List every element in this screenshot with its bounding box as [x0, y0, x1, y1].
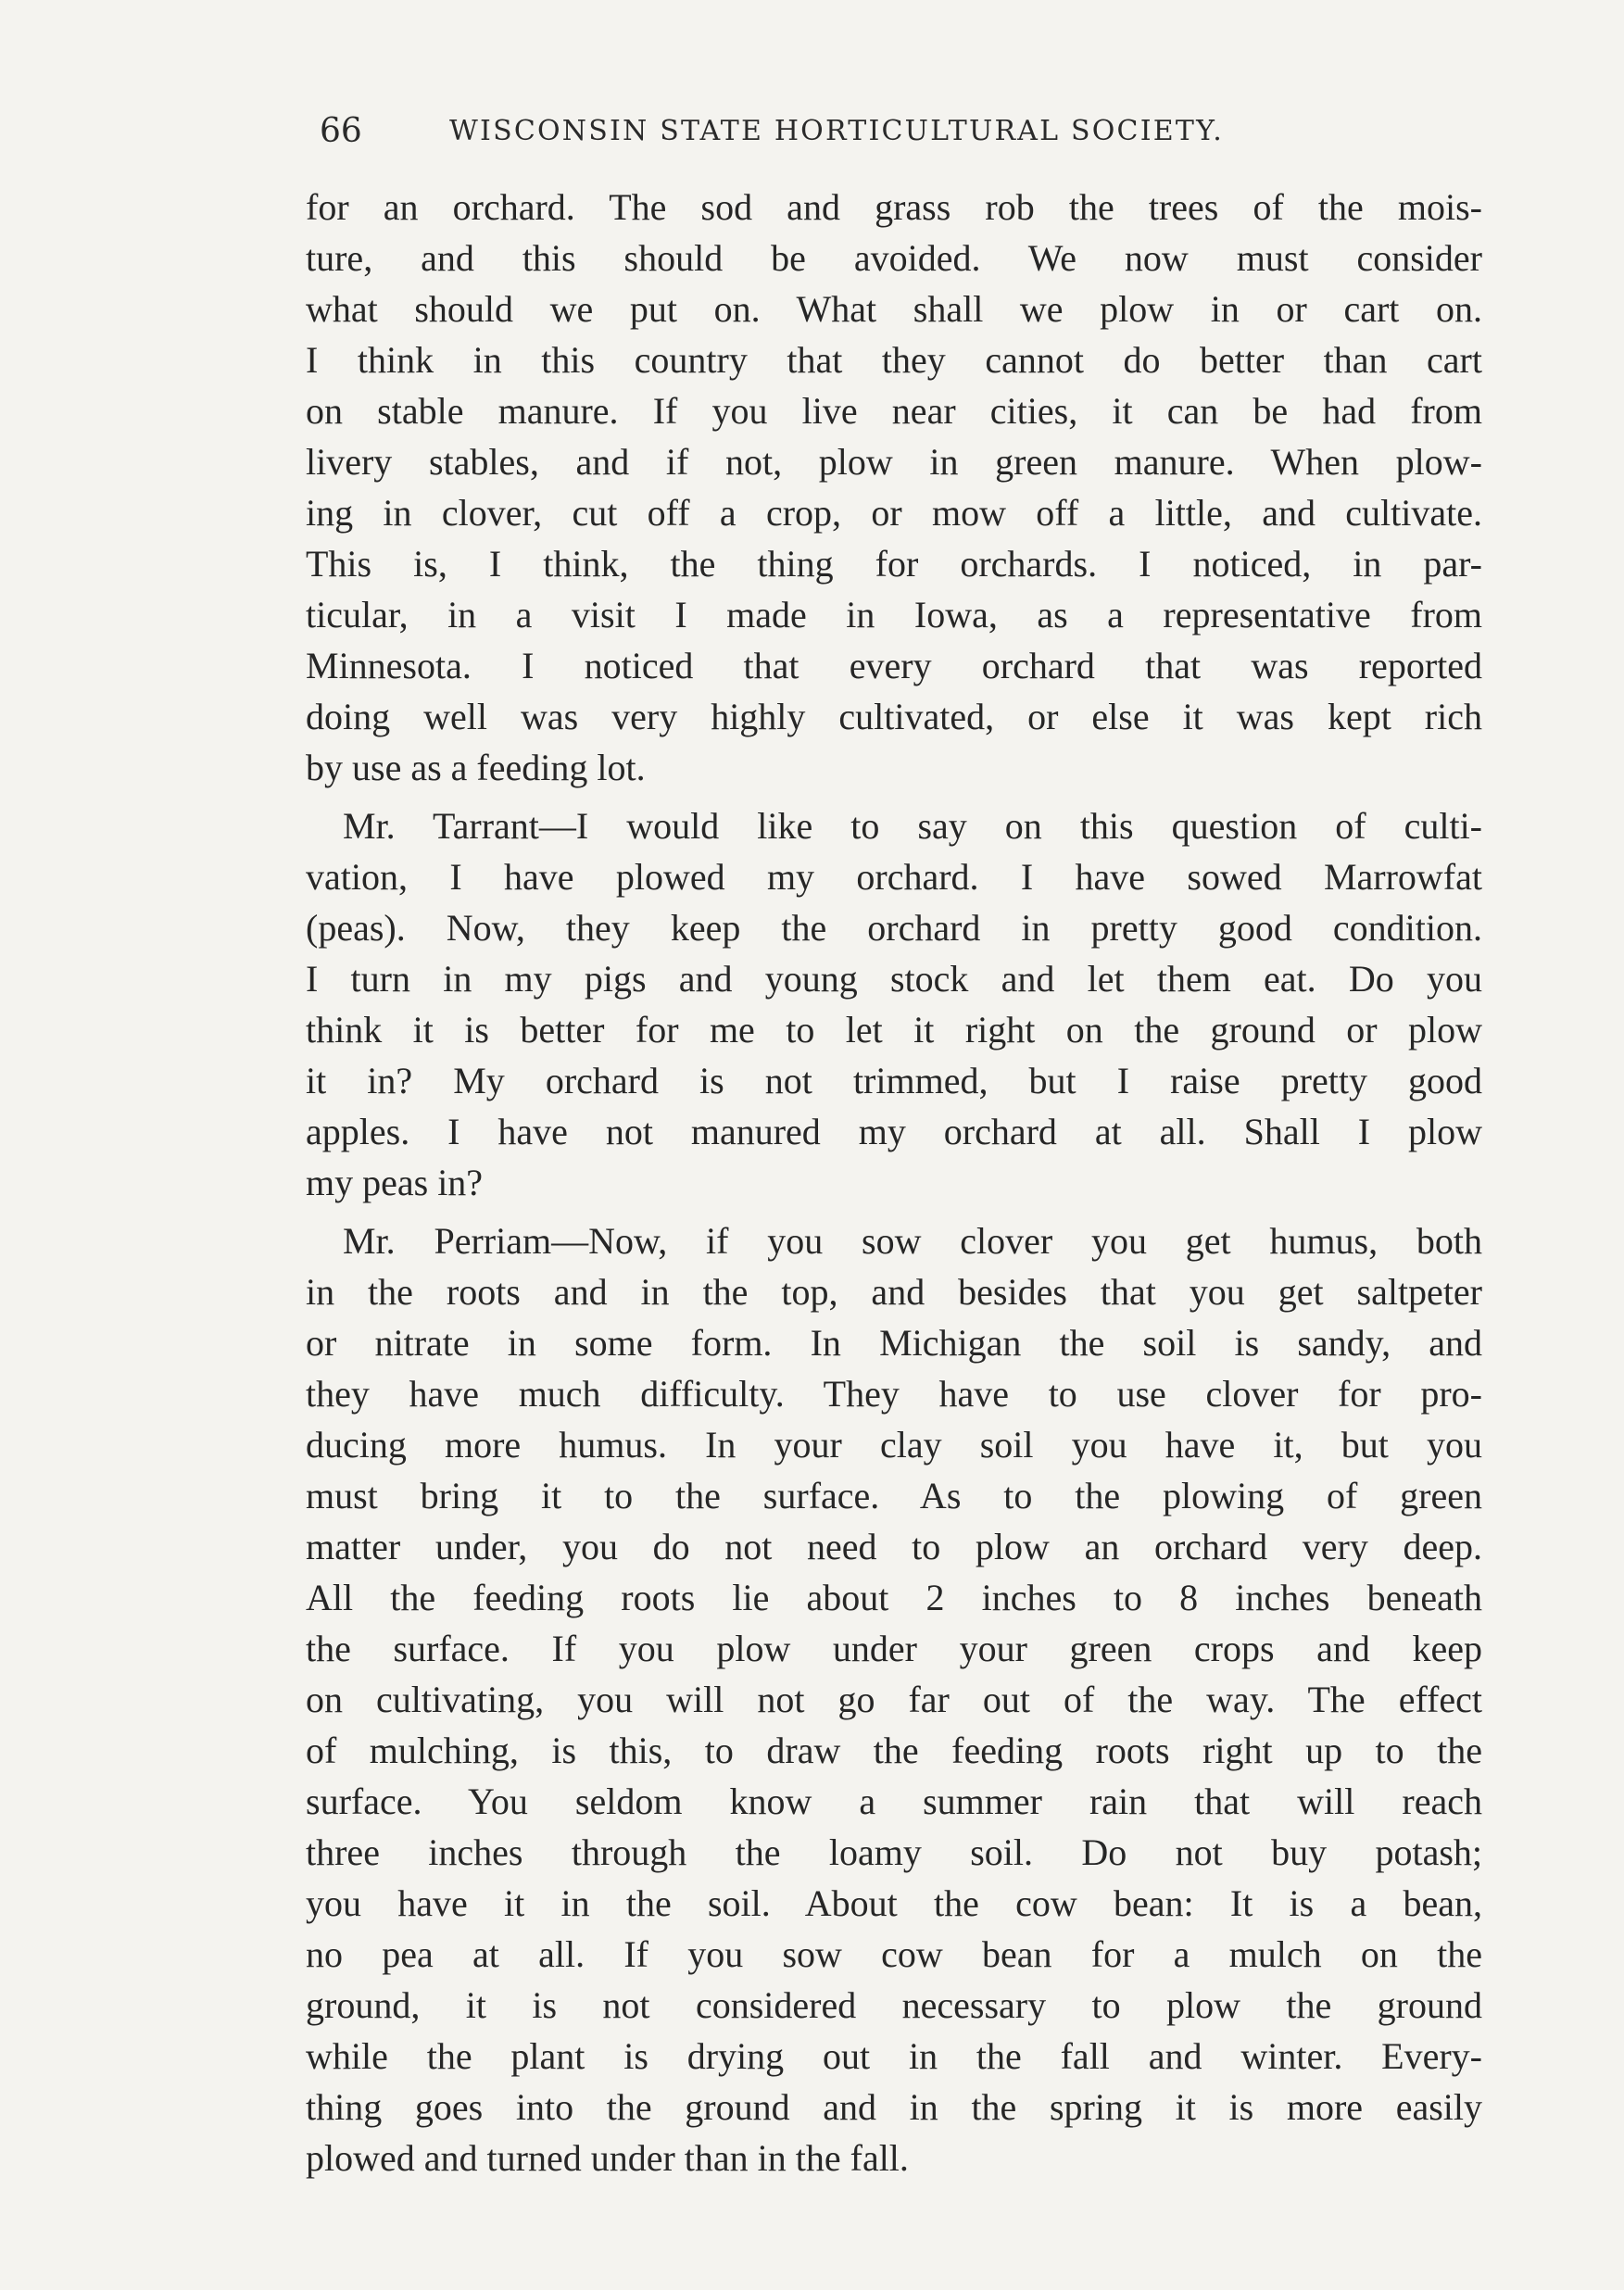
text-line: plowed and turned under than in the fall. — [306, 2137, 909, 2179]
text-line: while the plant is drying out in the fall and winter. Every- — [306, 2035, 1482, 2077]
text-line: three inches through the loamy soil. Do not buy potash; — [306, 1831, 1482, 1873]
text-line: you have it in the soil. About the cow bean: It is a bean, — [306, 1882, 1482, 1924]
paragraph-mr-tarrant — [306, 800, 1482, 1208]
text-line: thing goes into the ground and in the spring it is more easily — [306, 2086, 1482, 2128]
text-line: ground, it is not considered necessary to plow the ground — [306, 1984, 1482, 2026]
text-line: by use as a feeding lot. — [306, 747, 646, 788]
text-line: the surface. If you plow under your green crops and keep — [306, 1628, 1482, 1669]
text-line: surface. You seldom know a summer rain that will reach — [306, 1780, 1482, 1822]
text-line: matter under, you do not need to plow an orchard very deep. — [306, 1526, 1482, 1567]
text-line: ing in clover, cut off a crop, or mow off a little, and cultivate. — [306, 492, 1482, 534]
text-line: vation, I have plowed my orchard. I have sowed Marrowfat — [306, 856, 1482, 898]
text-line: no pea at all. If you sow cow bean for a mulch on the — [306, 1933, 1482, 1975]
text-line: on stable manure. If you live near cities, it can be had from — [306, 390, 1482, 432]
text-line: This is, I think, the thing for orchards. I noticed, in par- — [306, 543, 1482, 585]
text-line: apples. I have not manured my orchard at all. Shall I plow — [306, 1111, 1482, 1152]
text-line: or nitrate in some form. In Michigan the soil is sandy, and — [306, 1322, 1482, 1364]
text-line: I turn in my pigs and young stock and let them eat. Do you — [306, 958, 1482, 1000]
text-line: ture, and this should be avoided. We now must consider — [306, 237, 1482, 279]
text-line: on cultivating, you will not go far out of the way. The effect — [306, 1679, 1482, 1720]
text-line: Mr. Tarrant—I would like to say on this question of culti- — [343, 805, 1482, 847]
text-line: think it is better for me to let it right on the ground or plow — [306, 1009, 1482, 1051]
paragraph-orchard-cultivation — [306, 182, 1482, 793]
text-line: livery stables, and if not, plow in green manure. When plow- — [306, 441, 1482, 483]
text-line: Mr. Perriam—Now, if you sow clover you get humus, both — [343, 1220, 1482, 1262]
body-text — [306, 182, 1482, 2191]
journal-title: WISCONSIN STATE HORTICULTURAL SOCIETY. — [449, 115, 1224, 147]
text-line: All the feeding roots lie about 2 inches to 8 inches beneath — [306, 1577, 1482, 1618]
text-line: ducing more humus. In your clay soil you have it, but you — [306, 1424, 1482, 1466]
text-line: what should we put on. What shall we plow in or cart on. — [306, 288, 1482, 330]
text-line: ticular, in a visit I made in Iowa, as a representative from — [306, 594, 1482, 635]
text-line: it in? My orchard is not trimmed, but I raise pretty good — [306, 1060, 1482, 1101]
text-line: I think in this country that they cannot do better than cart — [306, 339, 1482, 381]
text-line: my peas in? — [306, 1162, 484, 1203]
running-head — [320, 104, 1366, 159]
text-line: doing well was very highly cultivated, or else it was kept rich — [306, 696, 1482, 737]
text-line: in the roots and in the top, and besides that you get saltpeter — [306, 1271, 1482, 1313]
text-line: of mulching, is this, to draw the feeding roots right up to the — [306, 1730, 1482, 1771]
text-line: they have much difficulty. They have to use clover for pro- — [306, 1373, 1482, 1415]
text-line: Minnesota. I noticed that every orchard that was reported — [306, 645, 1482, 686]
text-line: (peas). Now, they keep the orchard in pretty good condition. — [306, 907, 1482, 949]
text-line: must bring it to the surface. As to the plowing of green — [306, 1475, 1482, 1516]
page-number: 66 — [320, 112, 362, 150]
paragraph-mr-perriam — [306, 1215, 1482, 2183]
text-line: for an orchard. The sod and grass rob the trees of the mois- — [306, 186, 1482, 228]
